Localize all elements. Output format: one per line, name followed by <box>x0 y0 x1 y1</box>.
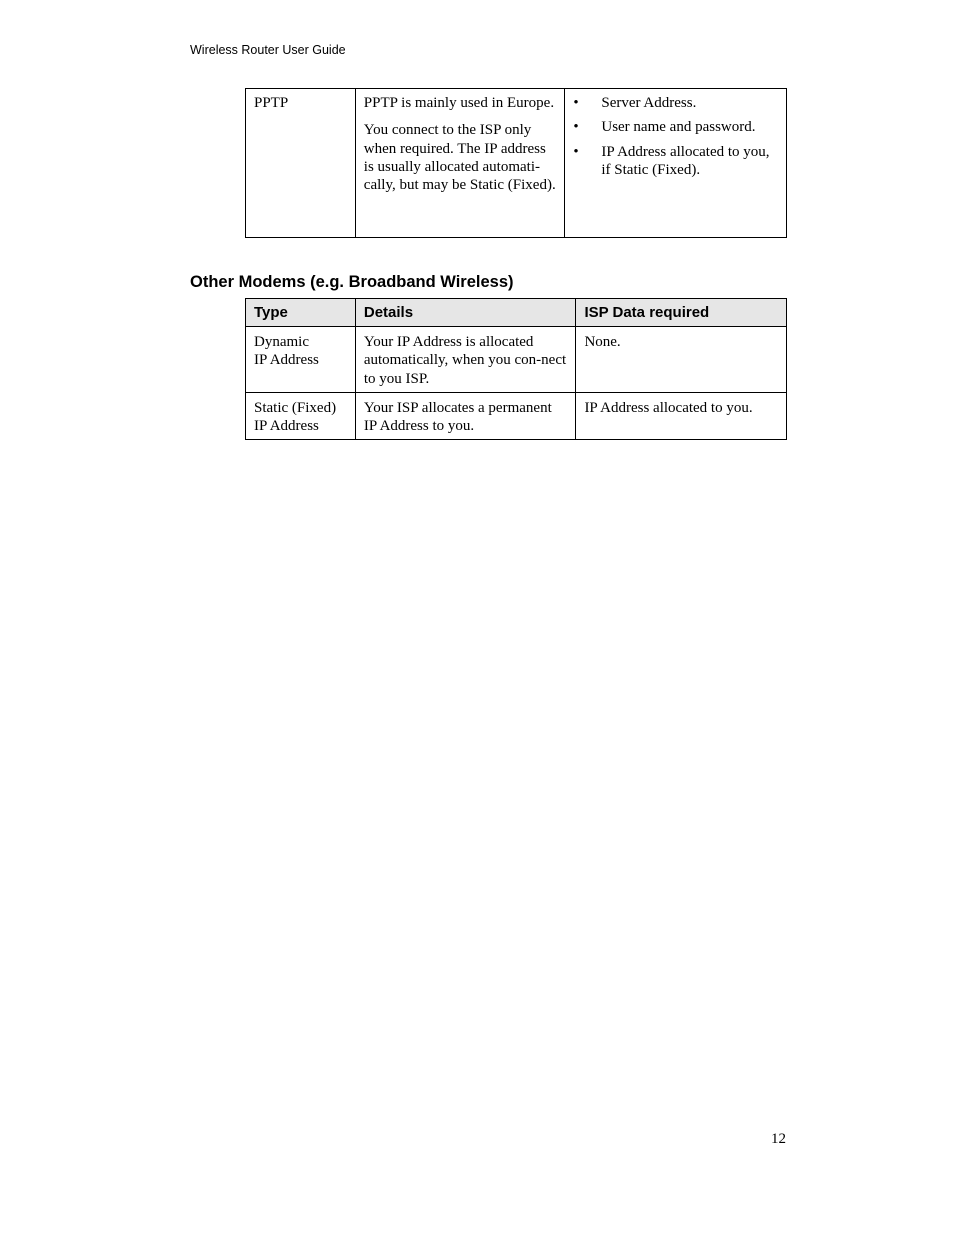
list-item <box>573 143 778 180</box>
table-header-row <box>246 299 787 327</box>
list-item-text: IP Address allocated to you, if Static (Fixed). <box>601 143 770 178</box>
type-line: IP Address <box>254 418 319 435</box>
page-number: 12 <box>771 1131 786 1147</box>
type-cell <box>246 327 356 393</box>
column-header-details: Details <box>355 299 576 327</box>
column-header-isp-data: ISP Data required <box>576 299 787 327</box>
connection-type-cell: PPTP <box>246 89 356 238</box>
bullet-icon: • <box>573 95 579 111</box>
type-cell <box>246 392 356 440</box>
details-cell <box>355 89 565 238</box>
isp-data-list <box>573 94 778 179</box>
isp-data-cell: IP Address allocated to you. <box>576 392 787 440</box>
type-line: IP Address <box>254 352 319 369</box>
table-row <box>246 327 787 393</box>
table-row <box>246 392 787 440</box>
type-line: Dynamic <box>254 334 309 350</box>
details-paragraph: You connect to the ISP only when required. The IP address is usually allocated automati-cally, but may be Static (Fixed). <box>363 122 556 194</box>
column-header-type: Type <box>246 299 356 327</box>
list-item <box>573 94 778 112</box>
isp-data-cell: None. <box>576 327 787 393</box>
type-line: Static (Fixed) <box>254 399 337 416</box>
table-row <box>246 89 787 238</box>
running-header: Wireless Router User Guide <box>190 43 346 57</box>
section-heading: Other Modems (e.g. Broadband Wireless) <box>190 273 514 291</box>
pptp-table <box>245 88 787 238</box>
details-paragraph: PPTP is mainly used in Europe. <box>363 95 555 111</box>
details-cell: Your ISP allocates a permanent IP Address to you. <box>355 392 576 440</box>
list-item <box>573 118 778 136</box>
list-item-text: User name and password. <box>601 119 756 136</box>
modems-table <box>245 298 787 440</box>
bullet-icon: • <box>573 143 579 160</box>
details-cell: Your IP Address is allocated automatically, when you con-nect to you ISP. <box>355 327 576 393</box>
bullet-icon: • <box>573 119 579 136</box>
isp-data-cell <box>565 89 787 238</box>
list-item-text: Server Address. <box>601 95 697 111</box>
